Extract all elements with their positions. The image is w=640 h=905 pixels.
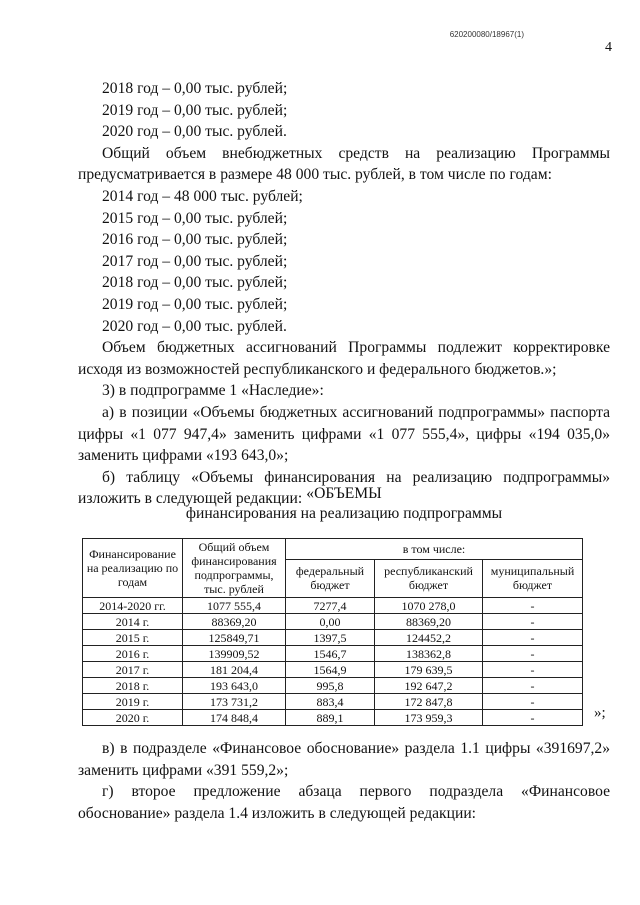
table-cell: 2017 г. [83,662,183,678]
table-cell: - [483,662,583,678]
financing-table [82,538,583,726]
document-id: 620200080/18967(1) [449,30,524,39]
header-total-volume: Общий объем финансирования подпрограммы, тыс. рублей [183,539,286,598]
table-title [78,484,610,524]
header-republic-budget: республиканский бюджет [375,559,483,597]
paragraph: Объем бюджетных ассигнований Программы подлежит корректировке исходя из возможностей республиканского и федерального бюджетов.»; [78,339,610,378]
table-cell: 7277,4 [286,598,375,614]
table-cell: 138362,8 [375,646,483,662]
table-cell: 173 731,2 [183,694,286,710]
table-cell: 125849,71 [183,630,286,646]
table-cell: 2014-2020 гг. [83,598,183,614]
table-cell: 1077 555,4 [183,598,286,614]
table-cell: 174 848,4 [183,710,286,726]
table-cell: 995,8 [286,678,375,694]
paragraph: 2019 год – 0,00 тыс. рублей; [102,101,288,119]
table-cell: 181 204,4 [183,662,286,678]
header-federal-budget: федеральный бюджет [286,559,375,597]
table-cell: 889,1 [286,710,375,726]
table-row [83,662,583,678]
table-cell: 2014 г. [83,614,183,630]
table-cell: - [483,710,583,726]
table-cell: - [483,678,583,694]
table-body [83,598,583,726]
table-cell: 1397,5 [286,630,375,646]
table-cell: 2015 г. [83,630,183,646]
table-cell: 1546,7 [286,646,375,662]
table-row [83,710,583,726]
table-cell: - [483,614,583,630]
paragraph: 3) в подпрограмме 1 «Наследие»: [102,382,324,400]
paragraph: 2015 год – 0,00 тыс. рублей; [102,209,288,227]
table-cell: 173 959,3 [375,710,483,726]
table-cell: 0,00 [286,614,375,630]
paragraph: 2018 год – 0,00 тыс. рублей; [102,80,288,97]
paragraph: 2019 год – 0,00 тыс. рублей; [102,295,288,313]
table-cell: - [483,630,583,646]
table-row [83,694,583,710]
table-cell: 883,4 [286,694,375,710]
paragraph: г) второе предложение абзаца первого подраздела «Финансовое обоснование» раздела 1.4 изложить в следующей редакции: [78,783,610,822]
table-cell: 2018 г. [83,678,183,694]
table-cell: - [483,694,583,710]
table-cell: 179 639,5 [375,662,483,678]
table-cell: 88369,20 [183,614,286,630]
paragraph: 2018 год – 0,00 тыс. рублей; [102,274,288,292]
document-body [78,78,610,510]
table-title-line2: финансирования на реализацию подпрограммы [185,505,503,522]
header-including: в том числе: [286,539,583,560]
table-cell: 2020 г. [83,710,183,726]
table-cell: 139909,52 [183,646,286,662]
document-body-continued [78,738,610,824]
paragraph: Общий объем внебюджетных средств на реализацию Программы предусматривается в размере 48 000 тыс. рублей, в том числе по годам: [78,144,610,184]
table-cell: 124452,2 [375,630,483,646]
table-cell: 1070 278,0 [375,598,483,614]
paragraph: а) в позиции «Объемы бюджетных ассигнований подпрограммы» паспорта цифры «1 077 947,4» заменить цифрами «1 077 555,4», цифры «194 035,0» заменить цифрами «193 643,0»; [78,403,610,465]
paragraph: 2014 год – 48 000 тыс. рублей; [102,187,303,205]
paragraph: 2020 год – 0,00 тыс. рублей. [102,317,287,335]
table-row [83,678,583,694]
paragraph: 2016 год – 0,00 тыс. рублей; [102,231,288,249]
table-cell: 193 643,0 [183,678,286,694]
paragraph: 2017 год – 0,00 тыс. рублей; [102,252,288,270]
header-financing-by-year: Финансирование на реализацию по годам [83,539,183,598]
table-closing-quote: »; [594,705,606,721]
table-cell: 88369,20 [375,614,483,630]
table-row [83,614,583,630]
header-municipal-budget: муниципальный бюджет [483,559,583,597]
table-row [83,646,583,662]
table-cell: 2016 г. [83,646,183,662]
table-cell: 192 647,2 [375,678,483,694]
table-cell: - [483,646,583,662]
table-row [83,630,583,646]
table-title-line1: «ОБЪЕМЫ [306,485,382,502]
table-cell: 2019 г. [83,694,183,710]
page-number: 4 [605,40,612,55]
table-cell: 1564,9 [286,662,375,678]
table-row [83,598,583,614]
table-cell: 172 847,8 [375,694,483,710]
paragraph: б) таблицу «Объемы финансирования на реализацию подпрограммы» изложить в следующей редакции: [78,468,610,508]
table-cell: - [483,598,583,614]
paragraph: 2020 год – 0,00 тыс. рублей. [102,123,287,141]
paragraph: в) в подразделе «Финансовое обоснование» раздела 1.1 цифры «391697,2» заменить цифрами «391 559,2»; [78,740,610,779]
